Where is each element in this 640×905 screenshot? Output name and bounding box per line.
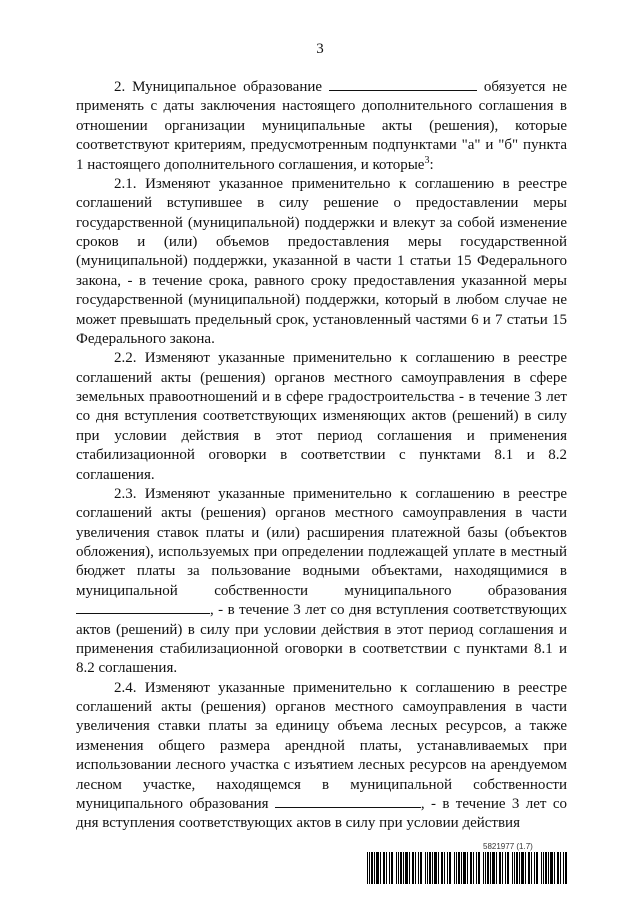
municipality-blank [329,78,477,91]
paragraph-2-3-start: 2.3. Изменяют указанные применительно к соглашению в реестре соглашений акты (решения) органов местного самоуправления в части увеличения ставок платы и (или) расширения платежной базы (объектов обложения), используемых при определении подлежащей уплате в местный бюджет платы за пользование водными объектами, находящимися в муниципальной собственности муниципального образования [76,485,567,599]
footnote-marker: 3 [424,154,430,166]
barcode-icon [367,852,567,884]
paragraph-2 [76,78,567,175]
paragraph-2-3-rest: , - в течение 3 лет со дня вступления соответствующих актов (решений) в силу при условии действия в этот период соглашения и применения стабилизационной оговорки в соответствии с пунктами 8.1 и 8.2 соглашения. [76,602,567,677]
paragraph-2-4-rest: , - в течение 3 лет со дня вступления соответствующих актов в силу при условии действия [76,795,567,832]
paragraph-2-1: 2.1. Изменяют указанное применительно к соглашению в реестре соглашений вступившее в силу решение о предоставлении меры государственной (муниципальной) поддержки и влекут за собой изменение сроков и (или) объемов предоставления меры государственной (муниципальной) поддержки, указанной в части 1 статьи 15 Федерального закона, - в течение срока, равного сроку предоставления указанной меры государственной (муниципальной) поддержки, который в любом случае не может превышать предельный срок, установленный частями 6 и 7 статьи 15 Федерального закона. [76,175,567,347]
paragraph-2-2: 2.2. Изменяют указанные применительно к соглашению в реестре соглашений акты (решения) органов местного самоуправления в сфере земельных правоотношений и в сфере градостроительства - в течение 3 лет со дня вступления соответствующих изменяющих актов (решений) в силу при условии действия в этот период соглашения и применения стабилизационной оговорки в соответствии с пунктами 8.1 и 8.2 соглашения. [76,350,567,483]
paragraph-2-start: 2. Муниципальное образование [114,79,323,95]
municipality-blank [275,795,421,808]
document-body [76,78,567,834]
paragraph-2-rest: обязуется не применять с даты заключения настоящего дополнительного соглашения в отношении организации муниципальные акты (решения), которые соответствуют критериям, предусмотренным подпунктами "а" и "б" пункта 1 настоящего дополнительного соглашения, и которые [76,79,568,173]
paragraph-2-3 [76,485,567,679]
municipality-blank [76,601,210,614]
document-code: 5821977 (1.7) [483,842,533,851]
paragraph-2-colon: : [429,156,434,173]
paragraph-2-4 [76,679,567,834]
paragraph-2-4-start: 2.4. Изменяют указанные применительно к соглашению в реестре соглашений акты (решения) органов местного самоуправления в части увеличения ставки платы за единицу объема лесных ресурсов, а также изменения общего размера арендной платы, устанавливаемых при использовании лесного участка с изъятием лесных ресурсов на арендуемом лесном участке, находящемся в муниципальной собственности муниципального образования [76,679,567,812]
page-number: 3 [316,41,324,57]
